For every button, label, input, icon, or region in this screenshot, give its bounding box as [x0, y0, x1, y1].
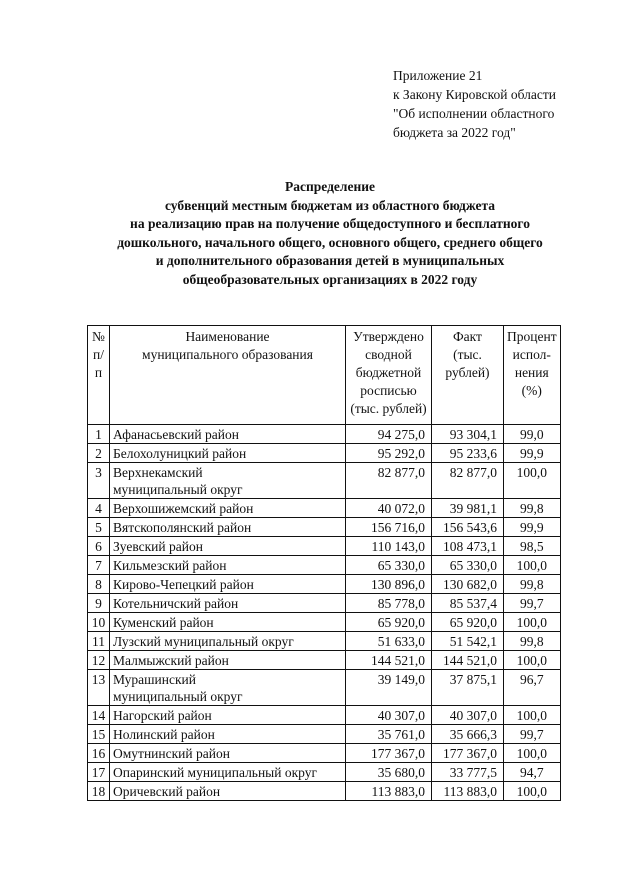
municipality-name-line: Белохолуницкий район [113, 446, 247, 461]
header-text: (%) [521, 383, 542, 398]
municipality-name [110, 763, 346, 782]
table-row [88, 444, 561, 463]
municipality-name-line: Омутнинский район [113, 746, 230, 761]
fact-amount: 177 367,0 [432, 744, 504, 763]
row-number: 17 [88, 763, 110, 782]
municipality-name-line: Кильмезский район [113, 558, 227, 573]
row-number: 5 [88, 518, 110, 537]
fact-amount: 144 521,0 [432, 651, 504, 670]
municipality-name [110, 537, 346, 556]
fact-amount: 130 682,0 [432, 575, 504, 594]
execution-percent: 98,5 [504, 537, 561, 556]
table-body [88, 425, 561, 801]
header-text: (тыс. [453, 347, 482, 362]
header-text: Факт [453, 329, 482, 344]
execution-percent: 100,0 [504, 556, 561, 575]
approved-amount: 40 072,0 [346, 499, 432, 518]
header-text: росписью [360, 383, 417, 398]
municipality-name-line: Куменский район [113, 615, 214, 630]
row-number: 9 [88, 594, 110, 613]
row-number: 7 [88, 556, 110, 575]
appendix-note [393, 66, 556, 142]
row-number: 6 [88, 537, 110, 556]
header-text: бюджетной [355, 365, 422, 380]
header-text: рублей) [445, 365, 490, 380]
header-text: № [92, 329, 105, 344]
appendix-line: бюджета за 2022 год" [393, 125, 516, 140]
title-line: Распределение [284, 179, 376, 194]
municipality-name-line: Лузский муниципальный округ [113, 634, 294, 649]
row-number: 2 [88, 444, 110, 463]
header-percent [504, 326, 561, 425]
table-header-row [88, 326, 561, 425]
municipality-name [110, 463, 346, 499]
row-number: 8 [88, 575, 110, 594]
municipality-name [110, 725, 346, 744]
title-line: и дополнительного образования детей в муниципальных [155, 253, 505, 269]
fact-amount: 82 877,0 [432, 463, 504, 499]
execution-percent: 100,0 [504, 706, 561, 725]
municipality-name-line: Афанасьевский район [113, 427, 239, 442]
municipality-name [110, 594, 346, 613]
approved-amount: 39 149,0 [346, 670, 432, 706]
municipality-name [110, 575, 346, 594]
execution-percent: 100,0 [504, 613, 561, 632]
fact-amount: 108 473,1 [432, 537, 504, 556]
table-row [88, 537, 561, 556]
header-text: муниципального образования [142, 347, 313, 362]
execution-percent: 100,0 [504, 782, 561, 801]
municipality-name [110, 651, 346, 670]
execution-percent: 99,9 [504, 518, 561, 537]
table-row [88, 744, 561, 763]
municipality-name [110, 632, 346, 651]
table-row [88, 556, 561, 575]
municipality-name [110, 706, 346, 725]
document-title [80, 178, 580, 290]
header-text: Утверждено [353, 329, 424, 344]
header-name [110, 326, 346, 425]
appendix-line: "Об исполнении областного [393, 106, 555, 121]
approved-amount: 82 877,0 [346, 463, 432, 499]
municipality-name-line: Кирово-Чепецкий район [113, 577, 254, 592]
table-row [88, 575, 561, 594]
municipality-name-line: Малмыжский район [113, 653, 229, 668]
table-row [88, 651, 561, 670]
header-fact [432, 326, 504, 425]
approved-amount: 177 367,0 [346, 744, 432, 763]
fact-amount: 39 981,1 [432, 499, 504, 518]
execution-percent: 99,7 [504, 594, 561, 613]
header-text: испол- [512, 347, 551, 362]
table-row [88, 425, 561, 444]
approved-amount: 130 896,0 [346, 575, 432, 594]
municipality-name-line: Мурашинский [113, 672, 197, 687]
row-number: 4 [88, 499, 110, 518]
municipality-name-line: Оричевский район [113, 784, 221, 799]
header-text: п/п [93, 347, 104, 380]
table-row [88, 670, 561, 706]
approved-amount: 144 521,0 [346, 651, 432, 670]
municipality-name [110, 518, 346, 537]
execution-percent: 96,7 [504, 670, 561, 706]
row-number: 11 [88, 632, 110, 651]
approved-amount: 35 761,0 [346, 725, 432, 744]
municipality-name-line: Верхошижемский район [113, 501, 254, 516]
fact-amount: 51 542,1 [432, 632, 504, 651]
fact-amount: 93 304,1 [432, 425, 504, 444]
row-number: 13 [88, 670, 110, 706]
approved-amount: 65 920,0 [346, 613, 432, 632]
execution-percent: 99,7 [504, 725, 561, 744]
municipality-name-line: Вятскополянский район [113, 520, 252, 535]
row-number: 15 [88, 725, 110, 744]
title-line: общеобразовательных организациях в 2022 году [182, 271, 478, 287]
header-approved [346, 326, 432, 425]
row-number: 12 [88, 651, 110, 670]
header-text: (тыс. рублей) [350, 401, 427, 416]
header-text: Наименование [185, 329, 270, 344]
municipality-name-line: Зуевский район [113, 539, 203, 554]
approved-amount: 110 143,0 [346, 537, 432, 556]
municipality-name-line: Котельничский район [113, 596, 239, 611]
execution-percent: 99,0 [504, 425, 561, 444]
row-number: 1 [88, 425, 110, 444]
table-row [88, 725, 561, 744]
row-number: 14 [88, 706, 110, 725]
table-row [88, 499, 561, 518]
table-row [88, 463, 561, 499]
municipality-name [110, 670, 346, 706]
table-row [88, 706, 561, 725]
municipality-name-line: Опаринский муниципальный округ [113, 765, 318, 780]
fact-amount: 65 330,0 [432, 556, 504, 575]
fact-amount: 40 307,0 [432, 706, 504, 725]
approved-amount: 94 275,0 [346, 425, 432, 444]
fact-amount: 35 666,3 [432, 725, 504, 744]
approved-amount: 85 778,0 [346, 594, 432, 613]
municipality-name [110, 444, 346, 463]
municipality-name [110, 499, 346, 518]
municipality-name [110, 744, 346, 763]
approved-amount: 95 292,0 [346, 444, 432, 463]
approved-amount: 51 633,0 [346, 632, 432, 651]
table-row [88, 518, 561, 537]
approved-amount: 40 307,0 [346, 706, 432, 725]
municipality-name-line: Нолинский район [113, 727, 215, 742]
appendix-line: Приложение 21 [393, 68, 483, 83]
approved-amount: 113 883,0 [346, 782, 432, 801]
table-row [88, 613, 561, 632]
municipality-name [110, 425, 346, 444]
fact-amount: 156 543,6 [432, 518, 504, 537]
row-number: 16 [88, 744, 110, 763]
row-number: 18 [88, 782, 110, 801]
municipality-name [110, 782, 346, 801]
table-row [88, 782, 561, 801]
row-number: 3 [88, 463, 110, 499]
fact-amount: 113 883,0 [432, 782, 504, 801]
fact-amount: 33 777,5 [432, 763, 504, 782]
execution-percent: 94,7 [504, 763, 561, 782]
execution-percent: 100,0 [504, 744, 561, 763]
approved-amount: 65 330,0 [346, 556, 432, 575]
execution-percent: 99,8 [504, 575, 561, 594]
municipality-name-line: Верхнекамский [113, 465, 203, 480]
header-num [88, 326, 110, 425]
municipality-name-line: Нагорский район [113, 708, 212, 723]
execution-percent: 100,0 [504, 651, 561, 670]
table-row [88, 632, 561, 651]
execution-percent: 99,9 [504, 444, 561, 463]
row-number: 10 [88, 613, 110, 632]
fact-amount: 65 920,0 [432, 613, 504, 632]
distribution-table [87, 325, 561, 801]
approved-amount: 156 716,0 [346, 518, 432, 537]
title-line: дошкольного, начального общего, основного общего, среднего общего [117, 234, 543, 250]
title-line: субвенций местным бюджетам из областного бюджета [164, 197, 496, 213]
municipality-name [110, 556, 346, 575]
appendix-line: к Закону Кировской области [393, 87, 557, 102]
municipality-name-line: муниципальный округ [113, 482, 243, 497]
fact-amount: 85 537,4 [432, 594, 504, 613]
header-text: Процент [507, 329, 557, 344]
table-row [88, 763, 561, 782]
municipality-name-line: муниципальный округ [113, 689, 243, 704]
execution-percent: 99,8 [504, 632, 561, 651]
execution-percent: 100,0 [504, 463, 561, 499]
title-line: на реализацию прав на получение общедоступного и бесплатного [130, 216, 530, 232]
fact-amount: 37 875,1 [432, 670, 504, 706]
table-row [88, 594, 561, 613]
fact-amount: 95 233,6 [432, 444, 504, 463]
approved-amount: 35 680,0 [346, 763, 432, 782]
header-text: нения [514, 365, 549, 380]
execution-percent: 99,8 [504, 499, 561, 518]
header-text: сводной [365, 347, 412, 362]
municipality-name [110, 613, 346, 632]
